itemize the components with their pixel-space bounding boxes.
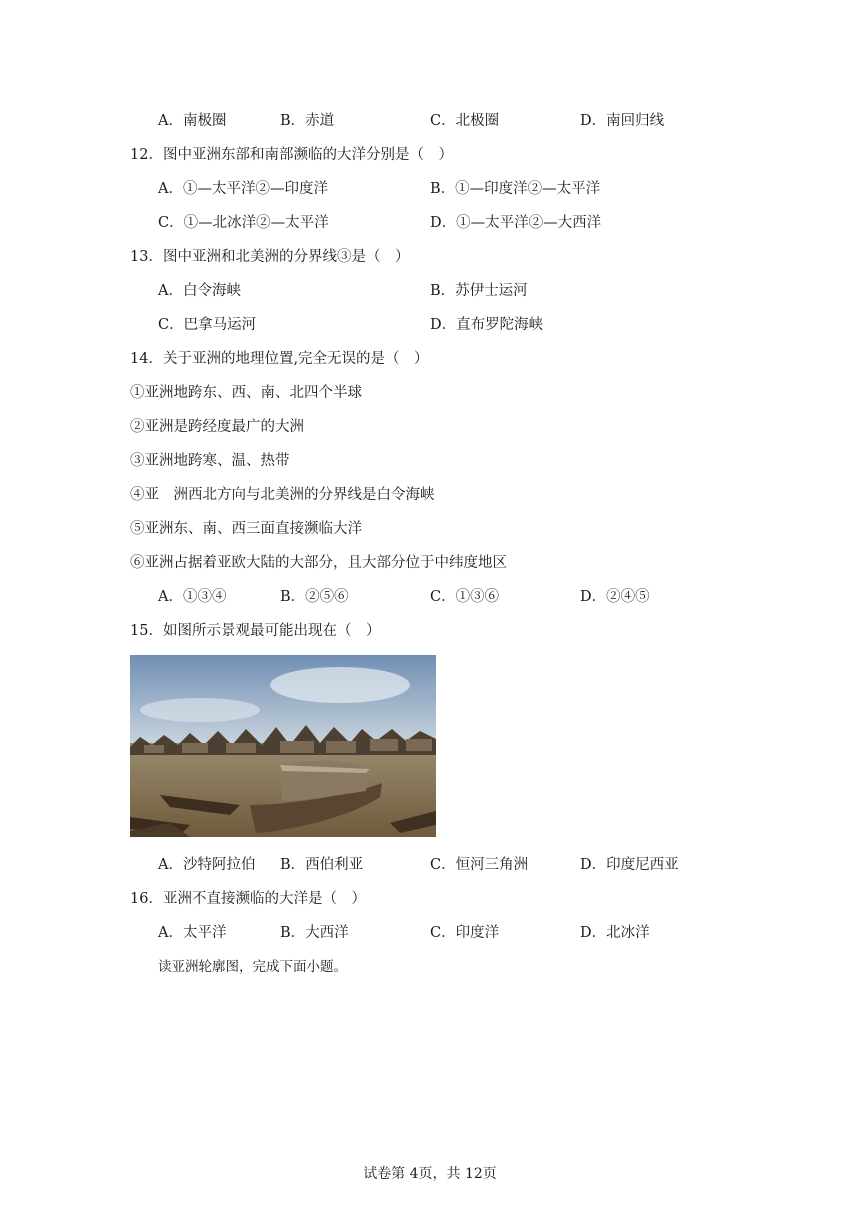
q14-stem: 14．关于亚洲的地理位置,完全无误的是（ ） (130, 351, 429, 367)
stilt-village-photo (130, 655, 436, 837)
q16-stem: 16．亚洲不直接濒临的大洋是（ ） (130, 891, 366, 907)
q14-statement: ①亚洲地跨东、西、南、北四个半球 (130, 385, 362, 401)
q15-option-c: C．恒河三角洲 (430, 857, 529, 873)
group-intro: 读亚洲轮廓图，完成下面小题。 (158, 959, 347, 975)
q16-option-a: A．太平洋 (158, 925, 227, 941)
q11-option-d: D．南回归线 (580, 113, 665, 129)
q13-option-d: D．直布罗陀海峡 (430, 317, 544, 333)
q14-statement: ④亚 洲西北方向与北美洲的分界线是白令海峡 (130, 487, 435, 503)
q15-option-a: A．沙特阿拉伯 (158, 857, 256, 873)
page-footer: 试卷第 4页，共 12页 (363, 1166, 497, 1182)
q16-option-c: C．印度洋 (430, 925, 500, 941)
q13-option-b: B．苏伊士运河 (430, 283, 528, 299)
q15-option-b: B．西伯利亚 (280, 857, 364, 873)
q15-stem: 15．如图所示景观最可能出现在（ ） (130, 623, 381, 639)
q13-stem: 13．图中亚洲和北美洲的分界线③是（ ） (130, 249, 410, 265)
q16-option-d: D．北冰洋 (580, 925, 650, 941)
q13-option-a: A．白令海峡 (158, 283, 241, 299)
q13-option-c: C．巴拿马运河 (158, 317, 257, 333)
q14-option-b: B．②⑤⑥ (280, 589, 349, 605)
q11-option-b: B．赤道 (280, 113, 335, 129)
q12-option-b: B．①—印度洋②—太平洋 (430, 181, 601, 197)
q16-option-b: B．大西洋 (280, 925, 349, 941)
q12-option-c: C．①—北冰洋②—太平洋 (158, 215, 329, 231)
q11-option-a: A．南极圈 (158, 113, 227, 129)
q12-option-d: D．①—太平洋②—大西洋 (430, 215, 602, 231)
q14-statement: ②亚洲是跨经度最广的大洲 (130, 419, 304, 435)
q11-option-c: C．北极圈 (430, 113, 500, 129)
q14-statement: ③亚洲地跨寒、温、热带 (130, 453, 290, 469)
q15-option-d: D．印度尼西亚 (580, 857, 679, 873)
q14-option-c: C．①③⑥ (430, 589, 500, 605)
q14-statement: ⑥亚洲占据着亚欧大陆的大部分，且大部分位于中纬度地区 (130, 555, 507, 571)
q14-option-a: A．①③④ (158, 589, 227, 605)
q12-option-a: A．①—太平洋②—印度洋 (158, 181, 328, 197)
q12-stem: 12．图中亚洲东部和南部濒临的大洋分别是（ ） (130, 147, 453, 163)
q14-statement: ⑤亚洲东、南、西三面直接濒临大洋 (130, 521, 362, 537)
q14-option-d: D．②④⑤ (580, 589, 650, 605)
